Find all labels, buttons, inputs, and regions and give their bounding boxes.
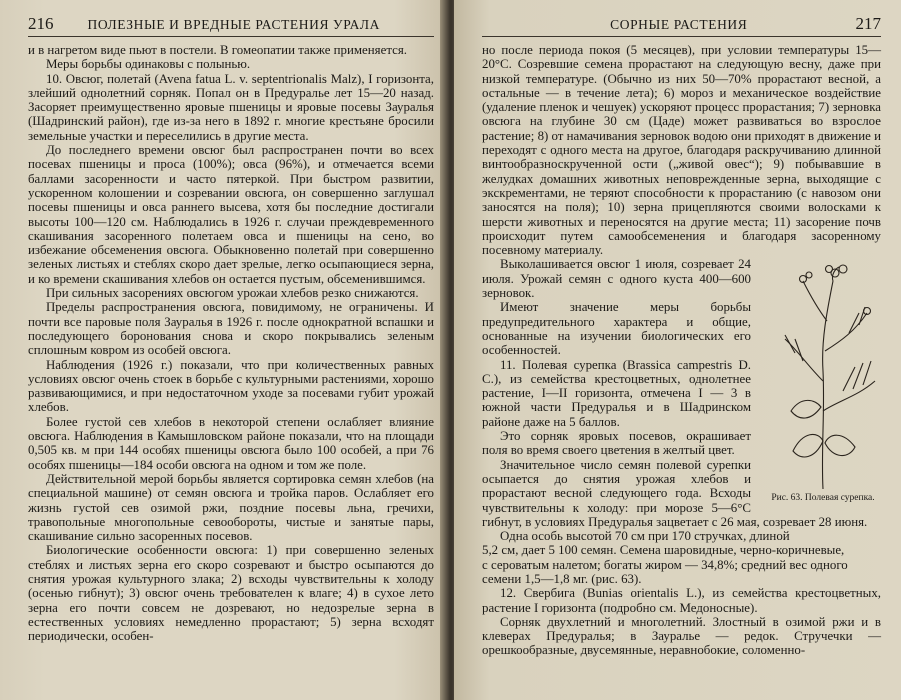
text-line: с сероватым налетом; богаты жиром — 34,8%; средний вес одного <box>482 557 848 572</box>
paragraph: 10. Овсюг, полетай (Avena fatua L. v. septentrionalis Malz), I горизонта, злейший однолетний сорняк. Попал он в Предуралье лет 15—20 назад. Засоряет преимущественно яровые пшеницы и яровые посевы Зауралья (Шадринский район), где из-за него в 1892 г. многие крестьяне бросили земельные участки и переселились в другие места. <box>28 71 434 143</box>
figure-63 <box>759 261 881 504</box>
paragraph: 12. Свербига (Bunias orientalis L.), из семейства крестоцветных, растение I горизонта (подробно см. Медоносные). <box>482 586 881 615</box>
field-mustard-illustration <box>763 261 881 491</box>
right-stats-lines <box>482 529 881 586</box>
paragraph: Пределы распространения овсюга, повидимому, не ограничены. И почти все паровые поля Зауралья в 1926 г. после однократной вспашки и последующего боронования снова и скоро покрывались зеленым сплошным ковром из особей овсюга. <box>28 300 434 358</box>
paragraph: Меры борьбы одинаковы с полынью. <box>46 57 251 72</box>
paragraph: Биологические особенности овсюга: 1) при совершенно зеленых стеблях и листьях зерна его скоро созревают и быстро осыпаются до снятия урожая культурного злака; 2) всходы чувствительны к холоду (осенью гибнут); 3) овсюг очень требователен к влаге; 4) в сухое лето зерна его почти совсем не дозревают, но недозрелые зерна в естественных условиях немедленно прорастают; 5) зерна всходят периодически, особен- <box>28 543 434 644</box>
left-running-head: ПОЛЕЗНЫЕ И ВРЕДНЫЕ РАСТЕНИЯ УРАЛА <box>87 17 381 32</box>
text-line: Одна особь высотой 70 см при 170 стручках, длиной <box>500 529 790 544</box>
right-page-number: 217 <box>855 14 881 33</box>
paragraph: Действительной мерой борьбы является сортировка семян хлебов (на специальной машине) от семян овсюга и тройка паров. Ослабляет его жизнь густой сев озимой ржи, поздние посевы льна, гречихи, травопольные многопольные севообороты, чистые и занятые пары, скашивание сильно засоренных посевов. <box>28 471 434 544</box>
left-page-number: 216 <box>28 14 54 33</box>
paragraph: Это сорняк яровых посевов, окрашивает поля во время своего цветения в желтый цвет. <box>482 429 751 458</box>
right-page <box>454 0 901 700</box>
paragraph: Выколашивается овсюг 1 июля, созревает 24 июля. Урожай семян с одного куста 400—600 зерновок. <box>482 257 751 301</box>
figure-wrap-region <box>482 257 881 529</box>
text-line: 5,2 см, дает 5 100 семян. Семена шаровидные, черно-коричневые, <box>482 543 845 558</box>
left-page <box>0 0 448 700</box>
paragraph: Значительное число семян полевой сурепки осыпается до снятия урожая хлебов и прорастают весной следующего года. Всходы чувствительны к холоду: при морозе 5—6°С гибнут, в условиях Предуралья зацветает с 26 мая, созревает 28 июня. <box>482 457 868 529</box>
paragraph: Сорняк двухлетний и многолетний. Злостный в озимой ржи и в клеверах Предуралья; в Зауралье — редок. Стручечки — орешкообразные, двусемянные, неравнобокие, соломенно- <box>482 614 881 658</box>
paragraph: 11. Полевая сурепка (Brassica campestris D. C.), из семейства крестоцветных, однолетнее растение, I—II горизонта, отмечена I — 3 в южной части Предуралья и в Шадринском районе даже на 5 баллов. <box>482 357 751 429</box>
text-line: семени 1,5—1,8 мг. (рис. 63). <box>482 571 642 586</box>
figure-caption: Рис. 63. Полевая сурепка. <box>771 493 875 504</box>
paragraph: До последнего времени овсюг был распространен почти во всех посевах пшеницы и проса (100%); овса (96%), и отмечается всеми баллами засоренности и часто пятеркой. При быстром развитии, ускоренном колошении и созревании овсюга, он совершенно заглушал посевы пшеницы и овса раннего высева, хотя бы последние достигали высоты 100—120 см. Наблюдались в 1926 г. случаи преждевременного скашивания засоренного полетаем овса и пшеницы на сено, во избежание обсеменения овсюга. Обыкновенно полетай при совершенно зеленых листьях и стеблях скоро дает зрелые, легко осыпающиеся зерна, и ко времени скашивания хлебов он остается пустым, обсеменившимся. <box>28 143 434 286</box>
paragraph: При сильных засорениях овсюгом урожаи хлебов резко снижаются. <box>46 286 419 301</box>
right-final-text <box>482 586 881 657</box>
right-body-text <box>482 43 881 257</box>
left-body-text <box>28 43 434 643</box>
left-header <box>28 14 434 37</box>
paragraph: но после периода покоя (5 месяцев), при условии температуры 15—20°С. Созревшие семена прорастают на следующую весну, даже при низкой температуре. (Обычно из них 50—70% прорастают весной, а остальные — в течение лета); 6) мороз и механическое воздействие (удаление пленок и чешуек) ускоряют процесс прорастания; 7) зерновка овсюга на глубине 30 см (Цаде) может развиваться во взрослое растение; 8) от намачивания зерновок водою они приходят в движение и переходят с одного места на другое, благодаря раскручиванию длинной винтообразноскрученной ости („живой овес“); 9) побывавшие в желудках домашних животных неповрежденные зерна, выходящие с экскрементами, не теряют способности к прорастанию (с навозом они заносятся на поля); 10) зерна прицепляются своими волосками к шерсти животных и переносятся на другие места; 11) засорение почв происходит путем самообсеменения и благодаря засоренному посевному материалу. <box>482 43 882 258</box>
right-header <box>482 14 881 37</box>
paragraph: и в нагретом виде пьют в постели. В гомеопатии также применяется. <box>28 43 407 57</box>
paragraph: Более густой сев хлебов в некоторой степени ослабляет влияние овсюга. Наблюдения в Камышловском районе показали, что на площади 0,505 кв. м при 144 особях пшеницы овсюга было 100 особей, а при 76 особях пшеницы—184 особи овсюга на одном и том же поле. <box>28 414 434 472</box>
paragraph: Наблюдения (1926 г.) показали, что при количественных равных условиях овсюг очень стоек в борьбе с культурными растениями, хорошо развивающимися, и при недостаточном уходе за посевами губит урожай хлебов. <box>28 357 434 415</box>
right-running-head: СОРНЫЕ РАСТЕНИЯ <box>610 17 748 32</box>
paragraph: Имеют значение меры борьбы предупредительного характера и общие, основанные на изучении биологических его особенностей. <box>482 300 751 358</box>
